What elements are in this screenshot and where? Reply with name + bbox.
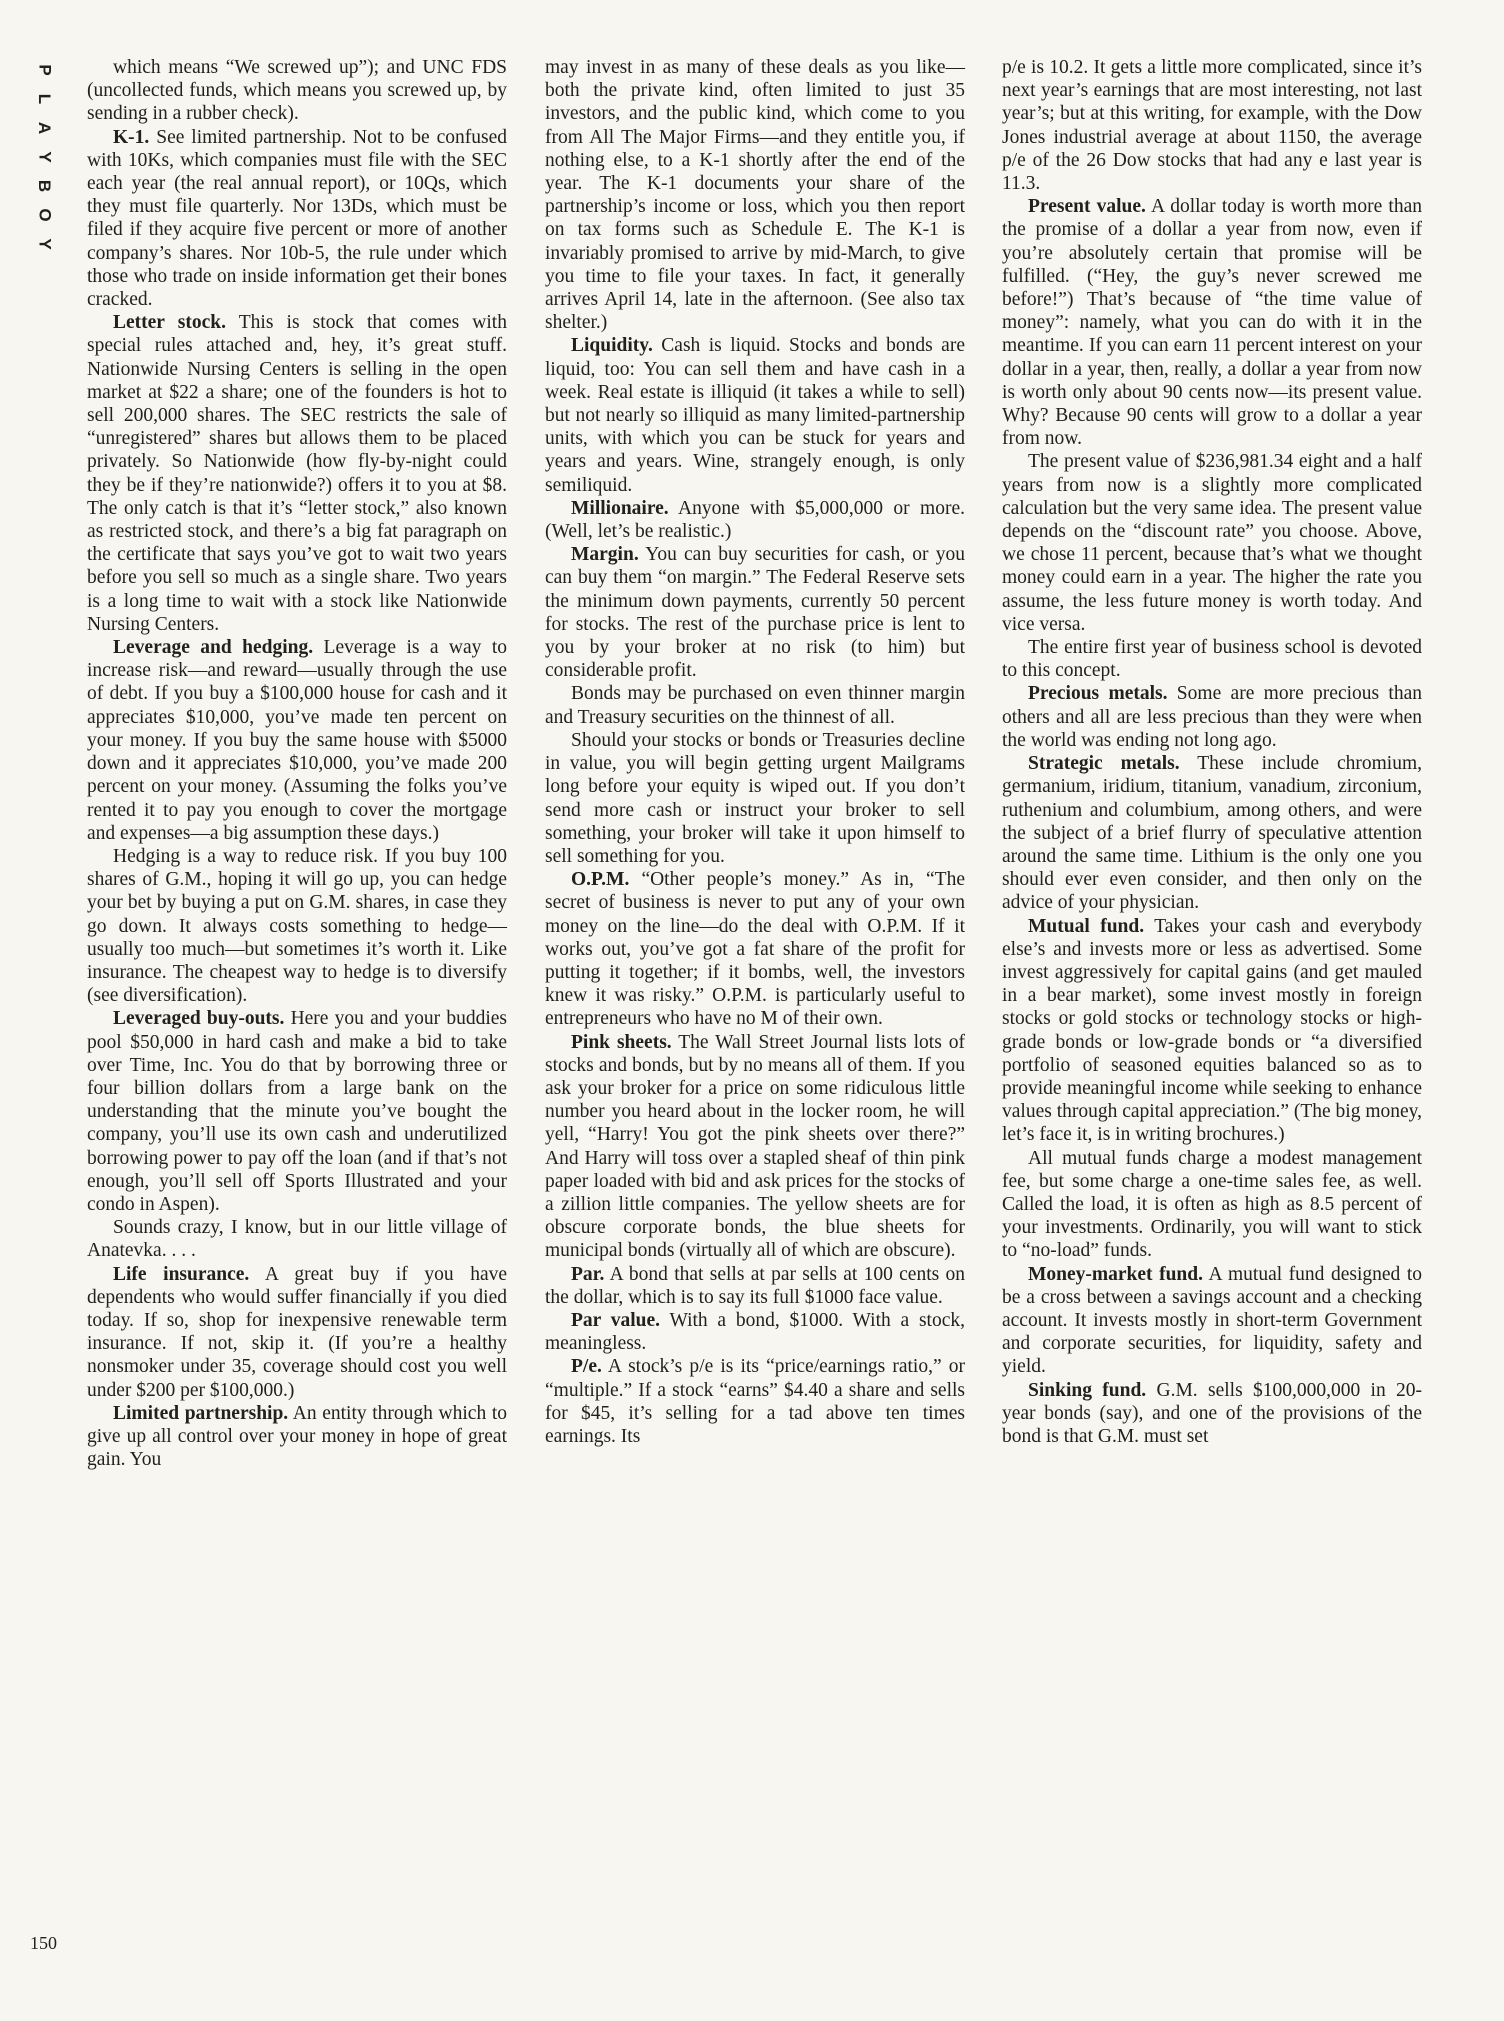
paragraph (1002, 195, 1422, 450)
paragraph-text: “Other people’s money.” As in, “The secret of business is never to put any of your own money on the line—do the deal with O.P.M. If it works out, you’ve got a fat share of the profit for putting it together; if it bombs, well, the investors knew it was risky.” O.P.M. is particularly useful to entrepreneurs who have no M of their own. (545, 869, 965, 1030)
paragraph (545, 56, 965, 334)
page-number: 150 (30, 1933, 57, 1953)
paragraph-text: The present value of $236,981.34 eight and a half years from now is a slightly more complicated calculation but the very same idea. The present value depends on the “discount rate” you choose. Above, we chose 11 percent, because that’s what we thought money could earn in a year. The higher the rate you assume, the less future money is worth today. And vice versa. (1002, 451, 1422, 635)
paragraph-text: An entity through which to give up all control over your money in hope of great gain. You (87, 1402, 507, 1471)
paragraph-text: Leverage is a way to increase risk—and reward—usually through the use of debt. If you buy a $100,000 house for cash and it appreciates $10,000, you’ve made ten percent on your money. If you buy the same house with $5000 down and it appreciates $10,000, you’ve made 200 percent on your money. (Assuming the folks you’ve rented it to pay you enough to cover the mortgage and expenses—a big assumption these days.) (87, 637, 507, 844)
glossary-term: Letter stock. (113, 312, 226, 334)
paragraph (87, 126, 507, 312)
paragraph-text: p/e is 10.2. It gets a little more complicated, since it’s next year’s earnings that are most interesting, not last year’s; but at this writing, for example, with the Dow Jones industrial average at about 1150, the average p/e of the 26 Dow stocks that had any e last year is 11.3. (1002, 57, 1422, 195)
paragraph-text: Bonds may be purchased on even thinner margin and Treasury securities on the thinnest of all. (545, 683, 965, 728)
paragraph-text: Sounds crazy, I know, but in our little village of Anatevka. . . . (87, 1217, 507, 1262)
paragraph (1002, 915, 1422, 1147)
masthead-letter: Y (35, 151, 55, 164)
masthead-letter: L (35, 93, 55, 106)
paragraph-text: All mutual funds charge a modest management fee, but some charge a one-time sales fee, as well. Called the load, it is often as high as 8.5 percent of your investments. Ordinarily, you will want to stick to “no-load” funds. (1002, 1147, 1422, 1262)
paragraph-text: A great buy if you have dependents who would suffer financially if you died today. If so, shop for inexpensive renewable term insurance. If not, skip it. (If you’re a healthy nonsmoker under 35, coverage should cost you well under $200 per $100,000.) (87, 1263, 507, 1401)
paragraph-text: Anyone with $5,000,000 or more. (Well, let’s be realistic.) (545, 497, 965, 543)
text-column-1 (87, 56, 507, 1471)
paragraph-text: Cash is liquid. Stocks and bonds are liquid, too: You can sell them and have cash in a week. Real estate is illiquid (it takes a while to sell) but not nearly so illiquid as many limited-partnership units, with which you can be stuck for years and years and years. Wine, strangely enough, is only semiliquid. (545, 335, 965, 496)
paragraph-text: The entire first year of business school is devoted to this concept. (1002, 637, 1422, 682)
paragraph-text: Here you and your buddies pool $50,000 in hard cash and make a bid to take over Time, Inc. You do that by borrowing three or four billion dollars from a large bank on the understanding that the minute you’ve bought the company, you’ll use its own cash and underutilized borrowing power to pay off the loan (and if that’s not enough, you’ll sell off Sports Illustrated and your condo in Aspen). (87, 1008, 507, 1215)
magazine-masthead (34, 62, 56, 253)
paragraph (545, 334, 965, 496)
paragraph (1002, 752, 1422, 914)
paragraph (87, 636, 507, 845)
paragraph (1002, 636, 1422, 682)
paragraph-text: These include chromium, germanium, iridium, titanium, vanadium, zirconium, ruthenium and columbium, among others, and were the subject of a brief flurry of speculative attention around the same time. Lithium is the only one you should ever even consider, and then only on the advice of your physician. (1002, 753, 1422, 914)
paragraph (545, 543, 965, 682)
glossary-term: Liquidity. (571, 335, 653, 357)
text-column-2 (545, 56, 965, 1448)
paragraph (545, 497, 965, 543)
paragraph (545, 729, 965, 868)
paragraph-text: You can buy securities for cash, or you can buy them “on margin.” The Federal Reserve sets the minimum down payments, currently 50 percent for stocks. The rest of the purchase price is lent to you by your broker at no risk (to him) but considerable profit. (545, 544, 965, 682)
glossary-term: Mutual fund. (1028, 915, 1145, 937)
paragraph-text: may invest in as many of these deals as you like—both the private kind, often limited to just 35 investors, and the public kind, which come to you from All The Major Firms—and they entitle you, if nothing else, to a K-1 shortly after the end of the year. The K-1 documents your share of the partnership’s income or loss, which you then report on tax forms such as Schedule E. The K-1 is invariably promised to arrive by mid-March, to give you time to file your taxes. In fact, it generally arrives April 14, late in the afternoon. (See also tax shelter.) (545, 57, 965, 334)
glossary-term: Precious metals. (1028, 683, 1168, 705)
masthead-letter: Y (35, 238, 55, 251)
paragraph-text: which means “We screwed up”); and UNC FDS (uncollected funds, which means you screwed up, by sending in a rubber check). (87, 57, 507, 125)
glossary-term: Present value. (1028, 196, 1146, 218)
glossary-term: P/e. (571, 1356, 602, 1378)
glossary-term: Sinking fund. (1028, 1379, 1147, 1401)
paragraph-text: G.M. sells $100,000,000 in 20-year bonds (say), and one of the provisions of the bond is that G.M. must set (1002, 1379, 1422, 1447)
paragraph (545, 1263, 965, 1309)
masthead-letter: O (35, 208, 55, 223)
paragraph (545, 868, 965, 1030)
text-column-3 (1002, 56, 1422, 1448)
paragraph (87, 311, 507, 636)
paragraph-text: Hedging is a way to reduce risk. If you buy 100 shares of G.M., hoping it will go up, you can hedge your bet by buying a put on G.M. shares, in case they go down. It always costs something to hedge—usually too much—but sometimes it’s worth it. Like insurance. The cheapest way to hedge is to diversify (see diversification). (87, 845, 507, 1007)
paragraph-text: A dollar today is worth more than the promise of a dollar a year from now, even if you’re absolutely certain that promise will be fulfilled. (“Hey, the guy’s never screwed me before!”) That’s because of “the time value of money”: namely, what you can do with it in the meantime. If you can earn 11 percent interest on your dollar in a year, then, really, a dollar a year from now is worth only about 90 cents now—its present value. Why? Because 90 cents will grow to a dollar a year from now. (1002, 196, 1422, 450)
paragraph-text: A stock’s p/e is its “price/earnings ratio,” or “multiple.” If a stock “earns” $4.40 a share and sells for $45, it’s selling for a tad above ten times earnings. Its (545, 1356, 965, 1447)
paragraph (87, 1216, 507, 1262)
paragraph-text: A bond that sells at par sells at 100 cents on the dollar, which is to say its full $1000 face value. (545, 1263, 965, 1308)
glossary-term: K-1. (113, 126, 150, 148)
masthead-letter: P (35, 64, 55, 77)
paragraph (1002, 682, 1422, 752)
glossary-term: Pink sheets. (571, 1031, 672, 1053)
paragraph (1002, 1379, 1422, 1449)
paragraph-text: A mutual fund designed to be a cross between a savings account and a checking account. It invests mostly in short-term Government and corporate securities, for liquidity, safety and yield. (1002, 1263, 1422, 1378)
paragraph-text: With a bond, $1000. With a stock, meaningless. (545, 1309, 965, 1355)
paragraph (1002, 56, 1422, 195)
paragraph (87, 845, 507, 1007)
glossary-term: Life insurance. (113, 1263, 250, 1285)
masthead-letter: A (35, 121, 55, 136)
paragraph (87, 1263, 507, 1402)
glossary-term: Leveraged buy-outs. (113, 1008, 285, 1030)
paragraph-text: This is stock that comes with special rules attached and, hey, it’s great stuff. Nationwide Nursing Centers is selling in the open market at $22 a share; one of the founders is hot to sell 200,000 shares. The SEC restricts the sale of “unregistered” shares but allows them to be placed privately. So Nationwide (how fly-by-night could they be if they’re nationwide?) offers it to you at $8. The only catch is that it’s “letter stock,” also known as restricted stock, and there’s a big fat paragraph on the certificate that says you’ve got to wait two years before you sell so much as a single share. Two years is a long time to wait with a stock like Nationwide Nursing Centers. (87, 312, 507, 635)
paragraph (87, 1402, 507, 1472)
paragraph (1002, 1147, 1422, 1263)
glossary-term: Strategic metals. (1028, 753, 1180, 775)
paragraph (545, 1309, 965, 1355)
glossary-term: O.P.M. (571, 869, 630, 891)
glossary-term: Par value. (571, 1309, 661, 1331)
paragraph-text: Some are more precious than others and all are less precious than they were when the world was ending not long ago. (1002, 683, 1423, 751)
paragraph-text: Should your stocks or bonds or Treasuries decline in value, you will begin getting urgent Mailgrams long before your equity is wiped out. If you don’t send more cash or instruct your broker to sell something, your broker will take it upon himself to sell something for you. (545, 729, 965, 867)
paragraph (545, 1031, 965, 1263)
paragraph (87, 1007, 507, 1216)
masthead-letter: B (35, 179, 55, 194)
paragraph-text: The Wall Street Journal lists lots of stocks and bonds, but by no means all of them. If you ask your broker for a price on some ridiculous little number you heard about in the locker room, he will yell, “Harry! You got the pink sheets over there?” And Harry will toss over a stapled sheaf of thin pink paper loaded with bid and ask prices for the stocks of a zillion little companies. The yellow sheets are for obscure corporate bonds, the blue sheets for municipal bonds (virtually all of which are obscure). (545, 1031, 965, 1262)
paragraph-text: See limited partnership. Not to be confused with 10Ks, which companies must file with the SEC each year (the real annual report), or 10Qs, which they must file quarterly. Nor 13Ds, which must be filed if they acquire five percent or more of another company’s shares. Nor 10b-5, the rule under which those who trade on inside information get their bones cracked. (87, 126, 507, 311)
paragraph (1002, 450, 1422, 636)
paragraph (545, 1355, 965, 1448)
paragraph (545, 682, 965, 728)
paragraph (87, 56, 507, 126)
paragraph-text: Takes your cash and everybody else’s and invests more or less as advertised. Some invest aggressively for capital gains (and get mauled in a bear market), some invest mostly in foreign stocks or gold stocks or technology stocks or high-grade bonds or low-grade bonds or “a diversified portfolio of seasoned equities balanced so as to provide meaningful income while seeking to enhance values through capital appreciation.” (The big money, let’s face it, is in writing brochures.) (1002, 915, 1423, 1146)
glossary-term: Par. (571, 1263, 605, 1285)
glossary-term: Limited partnership. (113, 1402, 289, 1424)
glossary-term: Margin. (571, 544, 639, 566)
glossary-term: Leverage and hedging. (113, 637, 314, 659)
paragraph (1002, 1263, 1422, 1379)
glossary-term: Millionaire. (571, 497, 669, 519)
glossary-term: Money-market fund. (1028, 1263, 1203, 1285)
